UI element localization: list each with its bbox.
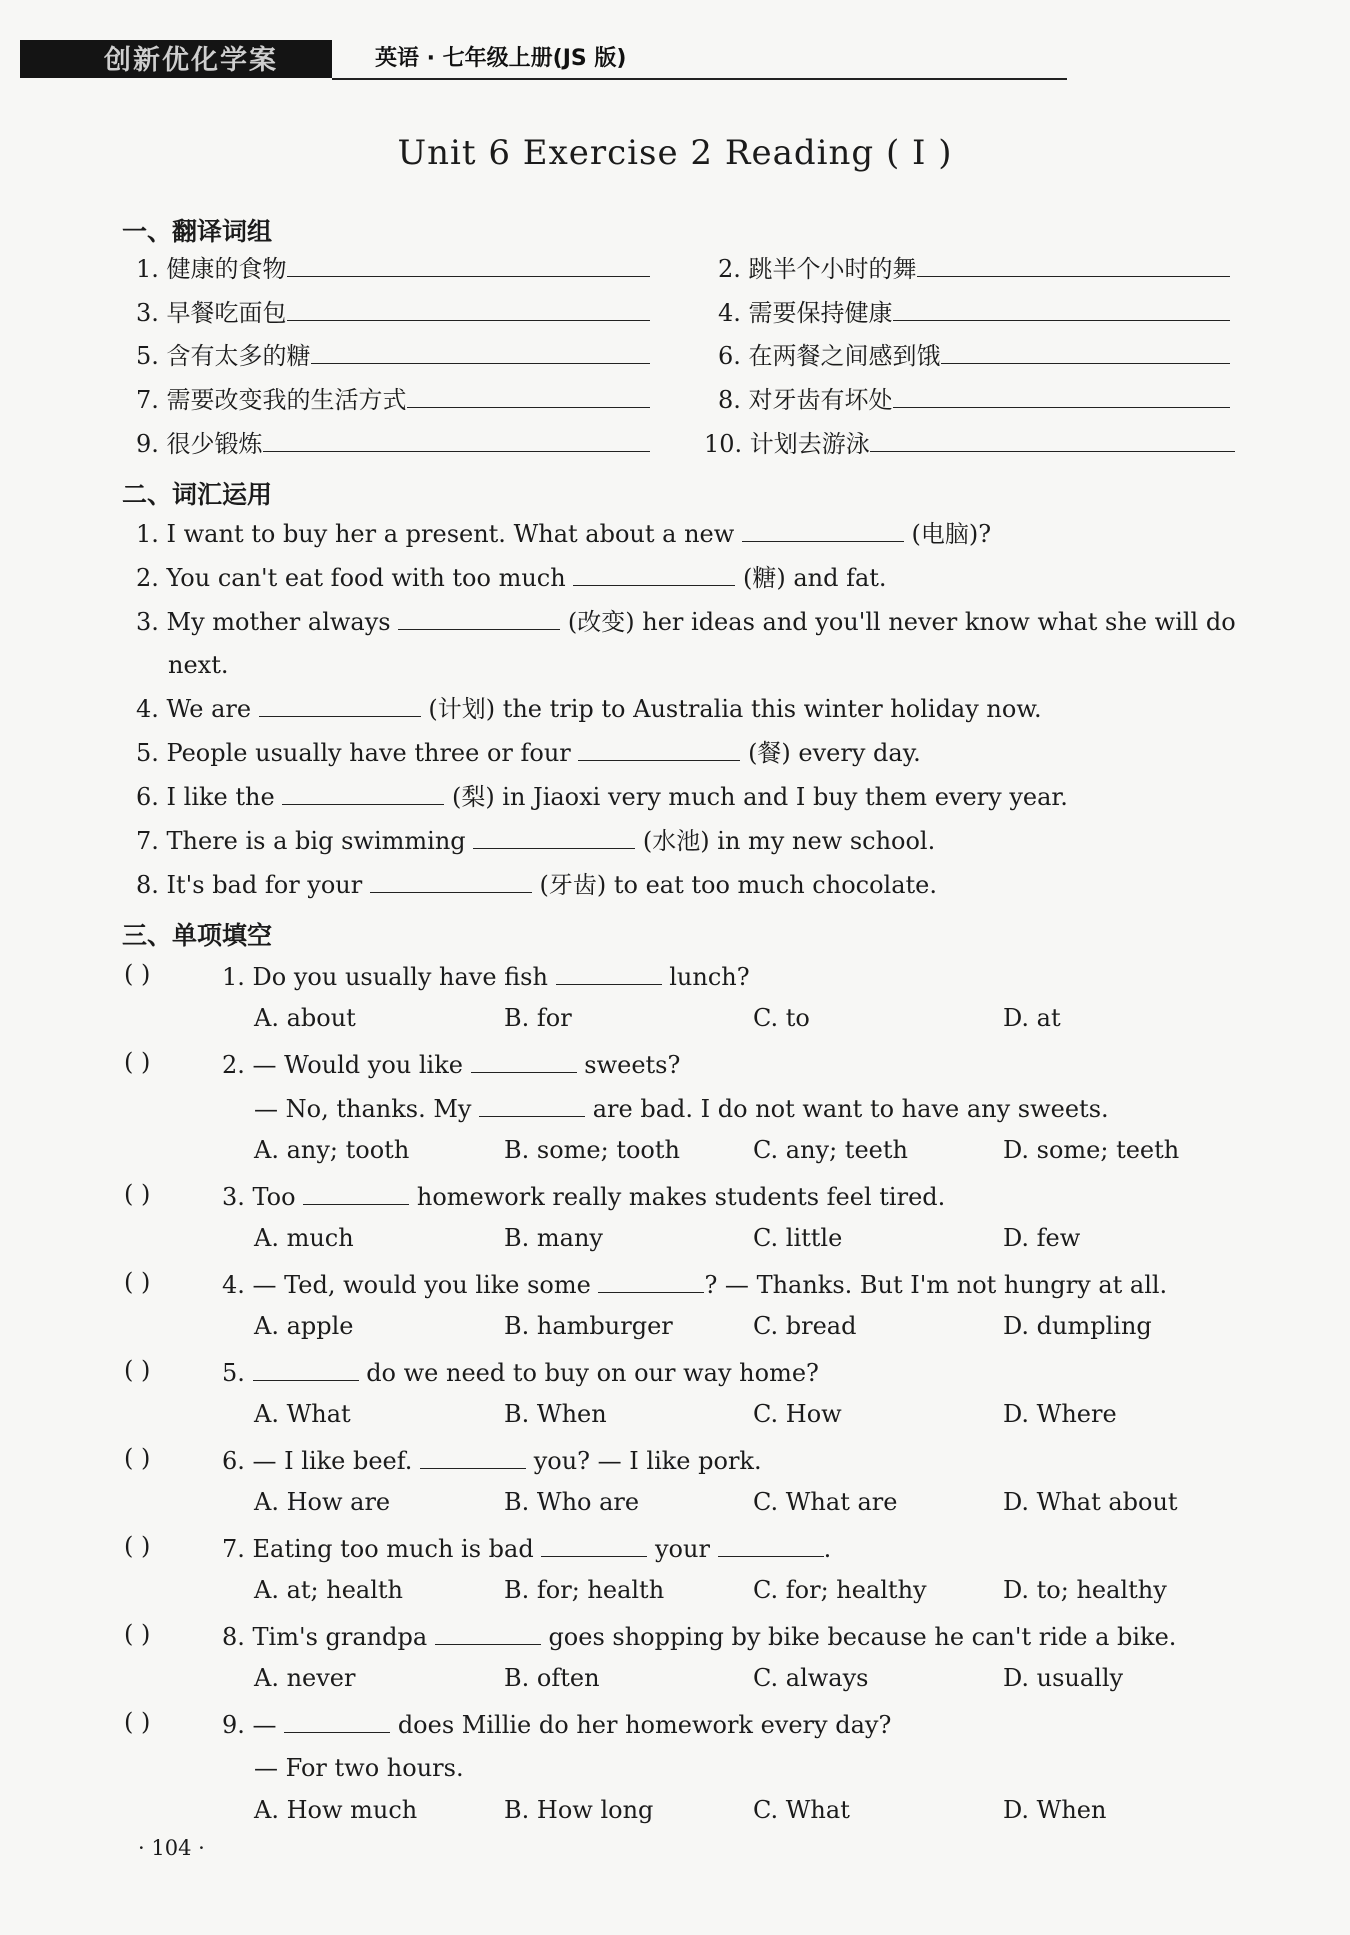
answer-blank [718, 1532, 824, 1557]
translate-item: 6. 在两餐之间感到饿 [718, 339, 1230, 372]
vocab-item: 4. We are (计划) the trip to Australia this winter holiday now. [136, 692, 1042, 725]
option-a[interactable]: A. any; tooth [254, 1136, 410, 1164]
option-b[interactable]: B. When [504, 1400, 607, 1428]
option-d[interactable]: D. some; teeth [1003, 1136, 1180, 1164]
brand-logo: 创新优化学案 [104, 45, 278, 76]
question-stem-reply: — No, thanks. My are bad. I do not want to have any sweets. [254, 1092, 1109, 1125]
option-d[interactable]: D. usually [1003, 1664, 1124, 1692]
answer-blank [435, 1620, 541, 1645]
option-c[interactable]: C. What [753, 1796, 850, 1824]
translate-item: 9. 很少锻炼 [136, 427, 650, 460]
question-stem-reply: — For two hours. [254, 1754, 464, 1782]
page-number: · 104 · [138, 1836, 205, 1860]
translate-item: 8. 对牙齿有坏处 [718, 383, 1230, 416]
option-c[interactable]: C. to [753, 1004, 810, 1032]
answer-blank[interactable] [893, 383, 1230, 408]
answer-blank[interactable] [259, 692, 421, 717]
option-b[interactable]: B. Who are [504, 1488, 640, 1516]
answer-blank[interactable] [287, 252, 650, 277]
answer-blank[interactable] [870, 427, 1235, 452]
question-stem: 9. — does Millie do her homework every day? [222, 1708, 891, 1741]
option-c[interactable]: C. What are [753, 1488, 898, 1516]
question-stem: 4. — Ted, would you like some ? — Thanks. But I'm not hungry at all. [222, 1268, 1167, 1301]
section-heading-vocabulary: 二、词汇运用 [122, 480, 273, 509]
translate-item: 4. 需要保持健康 [718, 296, 1230, 329]
answer-blank [303, 1180, 409, 1205]
answer-blank[interactable] [941, 339, 1230, 364]
option-b[interactable]: B. many [504, 1224, 603, 1252]
option-b[interactable]: B. for [504, 1004, 572, 1032]
option-c[interactable]: C. How [753, 1400, 842, 1428]
question-stem: 5. do we need to buy on our way home? [222, 1356, 819, 1389]
vocab-item: 6. I like the (梨) in Jiaoxi very much and I buy them every year. [136, 780, 1068, 813]
answer-blank [471, 1048, 577, 1073]
question-stem: 8. Tim's grandpa goes shopping by bike because he can't ride a bike. [222, 1620, 1176, 1653]
answer-blank[interactable] [263, 427, 650, 452]
option-a[interactable]: A. How much [254, 1796, 418, 1824]
option-c[interactable]: C. bread [753, 1312, 857, 1340]
answer-blank[interactable] [287, 296, 650, 321]
option-d[interactable]: D. dumpling [1003, 1312, 1152, 1340]
vocab-item-continued: next. [168, 651, 229, 679]
answer-parentheses[interactable]: ( ) [124, 960, 151, 988]
option-a[interactable]: A. What [254, 1400, 351, 1428]
translate-item: 1. 健康的食物 [136, 252, 650, 285]
answer-blank[interactable] [311, 339, 650, 364]
answer-blank [541, 1532, 647, 1557]
answer-blank[interactable] [893, 296, 1230, 321]
option-a[interactable]: A. How are [254, 1488, 391, 1516]
option-a[interactable]: A. much [254, 1224, 354, 1252]
answer-parentheses[interactable]: ( ) [124, 1180, 151, 1208]
answer-blank [420, 1444, 526, 1469]
option-b[interactable]: B. for; health [504, 1576, 665, 1604]
option-b[interactable]: B. some; tooth [504, 1136, 680, 1164]
answer-blank[interactable] [578, 736, 740, 761]
question-stem: 2. — Would you like sweets? [222, 1048, 680, 1081]
vocab-item: 7. There is a big swimming (水池) in my new school. [136, 824, 935, 857]
question-stem: 1. Do you usually have fish lunch? [222, 960, 750, 993]
option-b[interactable]: B. often [504, 1664, 600, 1692]
option-c[interactable]: C. for; healthy [753, 1576, 927, 1604]
subject-title: 英语 · 七年级上册(JS 版) [375, 46, 627, 71]
answer-parentheses[interactable]: ( ) [124, 1708, 151, 1736]
exercise-title: Unit 6 Exercise 2 Reading ( Ⅰ ) [397, 133, 953, 173]
answer-blank[interactable] [282, 780, 444, 805]
option-a[interactable]: A. about [254, 1004, 356, 1032]
vocab-item: 3. My mother always (改变) her ideas and you'll never know what she will do [136, 605, 1236, 638]
option-c[interactable]: C. little [753, 1224, 843, 1252]
page-header [20, 38, 1070, 82]
option-d[interactable]: D. at [1003, 1004, 1061, 1032]
answer-blank[interactable] [370, 868, 532, 893]
answer-parentheses[interactable]: ( ) [124, 1444, 151, 1472]
translate-item: 7. 需要改变我的生活方式 [136, 383, 650, 416]
header-divider [332, 78, 1067, 80]
answer-blank [556, 960, 662, 985]
question-stem: 3. Too homework really makes students feel tired. [222, 1180, 945, 1213]
vocab-item: 2. You can't eat food with too much (糖) and fat. [136, 561, 887, 594]
answer-blank[interactable] [407, 383, 650, 408]
option-c[interactable]: C. always [753, 1664, 869, 1692]
answer-blank[interactable] [573, 561, 735, 586]
option-b[interactable]: B. How long [504, 1796, 654, 1824]
answer-blank[interactable] [473, 824, 635, 849]
answer-parentheses[interactable]: ( ) [124, 1532, 151, 1560]
option-d[interactable]: D. to; healthy [1003, 1576, 1167, 1604]
answer-parentheses[interactable]: ( ) [124, 1356, 151, 1384]
question-stem: 7. Eating too much is bad your . [222, 1532, 831, 1565]
answer-parentheses[interactable]: ( ) [124, 1620, 151, 1648]
answer-blank [253, 1356, 359, 1381]
answer-blank [284, 1708, 390, 1733]
option-d[interactable]: D. What about [1003, 1488, 1178, 1516]
option-c[interactable]: C. any; teeth [753, 1136, 908, 1164]
option-a[interactable]: A. at; health [254, 1576, 404, 1604]
option-a[interactable]: A. never [254, 1664, 356, 1692]
option-d[interactable]: D. Where [1003, 1400, 1117, 1428]
answer-blank[interactable] [917, 252, 1230, 277]
translate-item: 2. 跳半个小时的舞 [718, 252, 1230, 285]
option-a[interactable]: A. apple [254, 1312, 354, 1340]
option-d[interactable]: D. few [1003, 1224, 1081, 1252]
vocab-item: 8. It's bad for your (牙齿) to eat too much chocolate. [136, 868, 937, 901]
vocab-item: 5. People usually have three or four (餐) every day. [136, 736, 921, 769]
answer-blank [598, 1268, 704, 1293]
translate-item: 5. 含有太多的糖 [136, 339, 650, 372]
translate-item: 3. 早餐吃面包 [136, 296, 650, 329]
section-heading-translate: 一、翻译词组 [122, 217, 273, 246]
vocab-item: 1. I want to buy her a present. What about a new (电脑)? [136, 517, 991, 550]
answer-parentheses[interactable]: ( ) [124, 1048, 151, 1076]
question-stem: 6. — I like beef. you? — I like pork. [222, 1444, 762, 1477]
answer-blank[interactable] [742, 517, 904, 542]
answer-blank[interactable] [398, 605, 560, 630]
answer-parentheses[interactable]: ( ) [124, 1268, 151, 1296]
answer-blank [479, 1092, 585, 1117]
brand-banner [20, 40, 332, 78]
option-d[interactable]: D. When [1003, 1796, 1107, 1824]
option-b[interactable]: B. hamburger [504, 1312, 673, 1340]
section-heading-multiple-choice: 三、单项填空 [122, 921, 273, 950]
translate-item: 10. 计划去游泳 [704, 427, 1235, 460]
